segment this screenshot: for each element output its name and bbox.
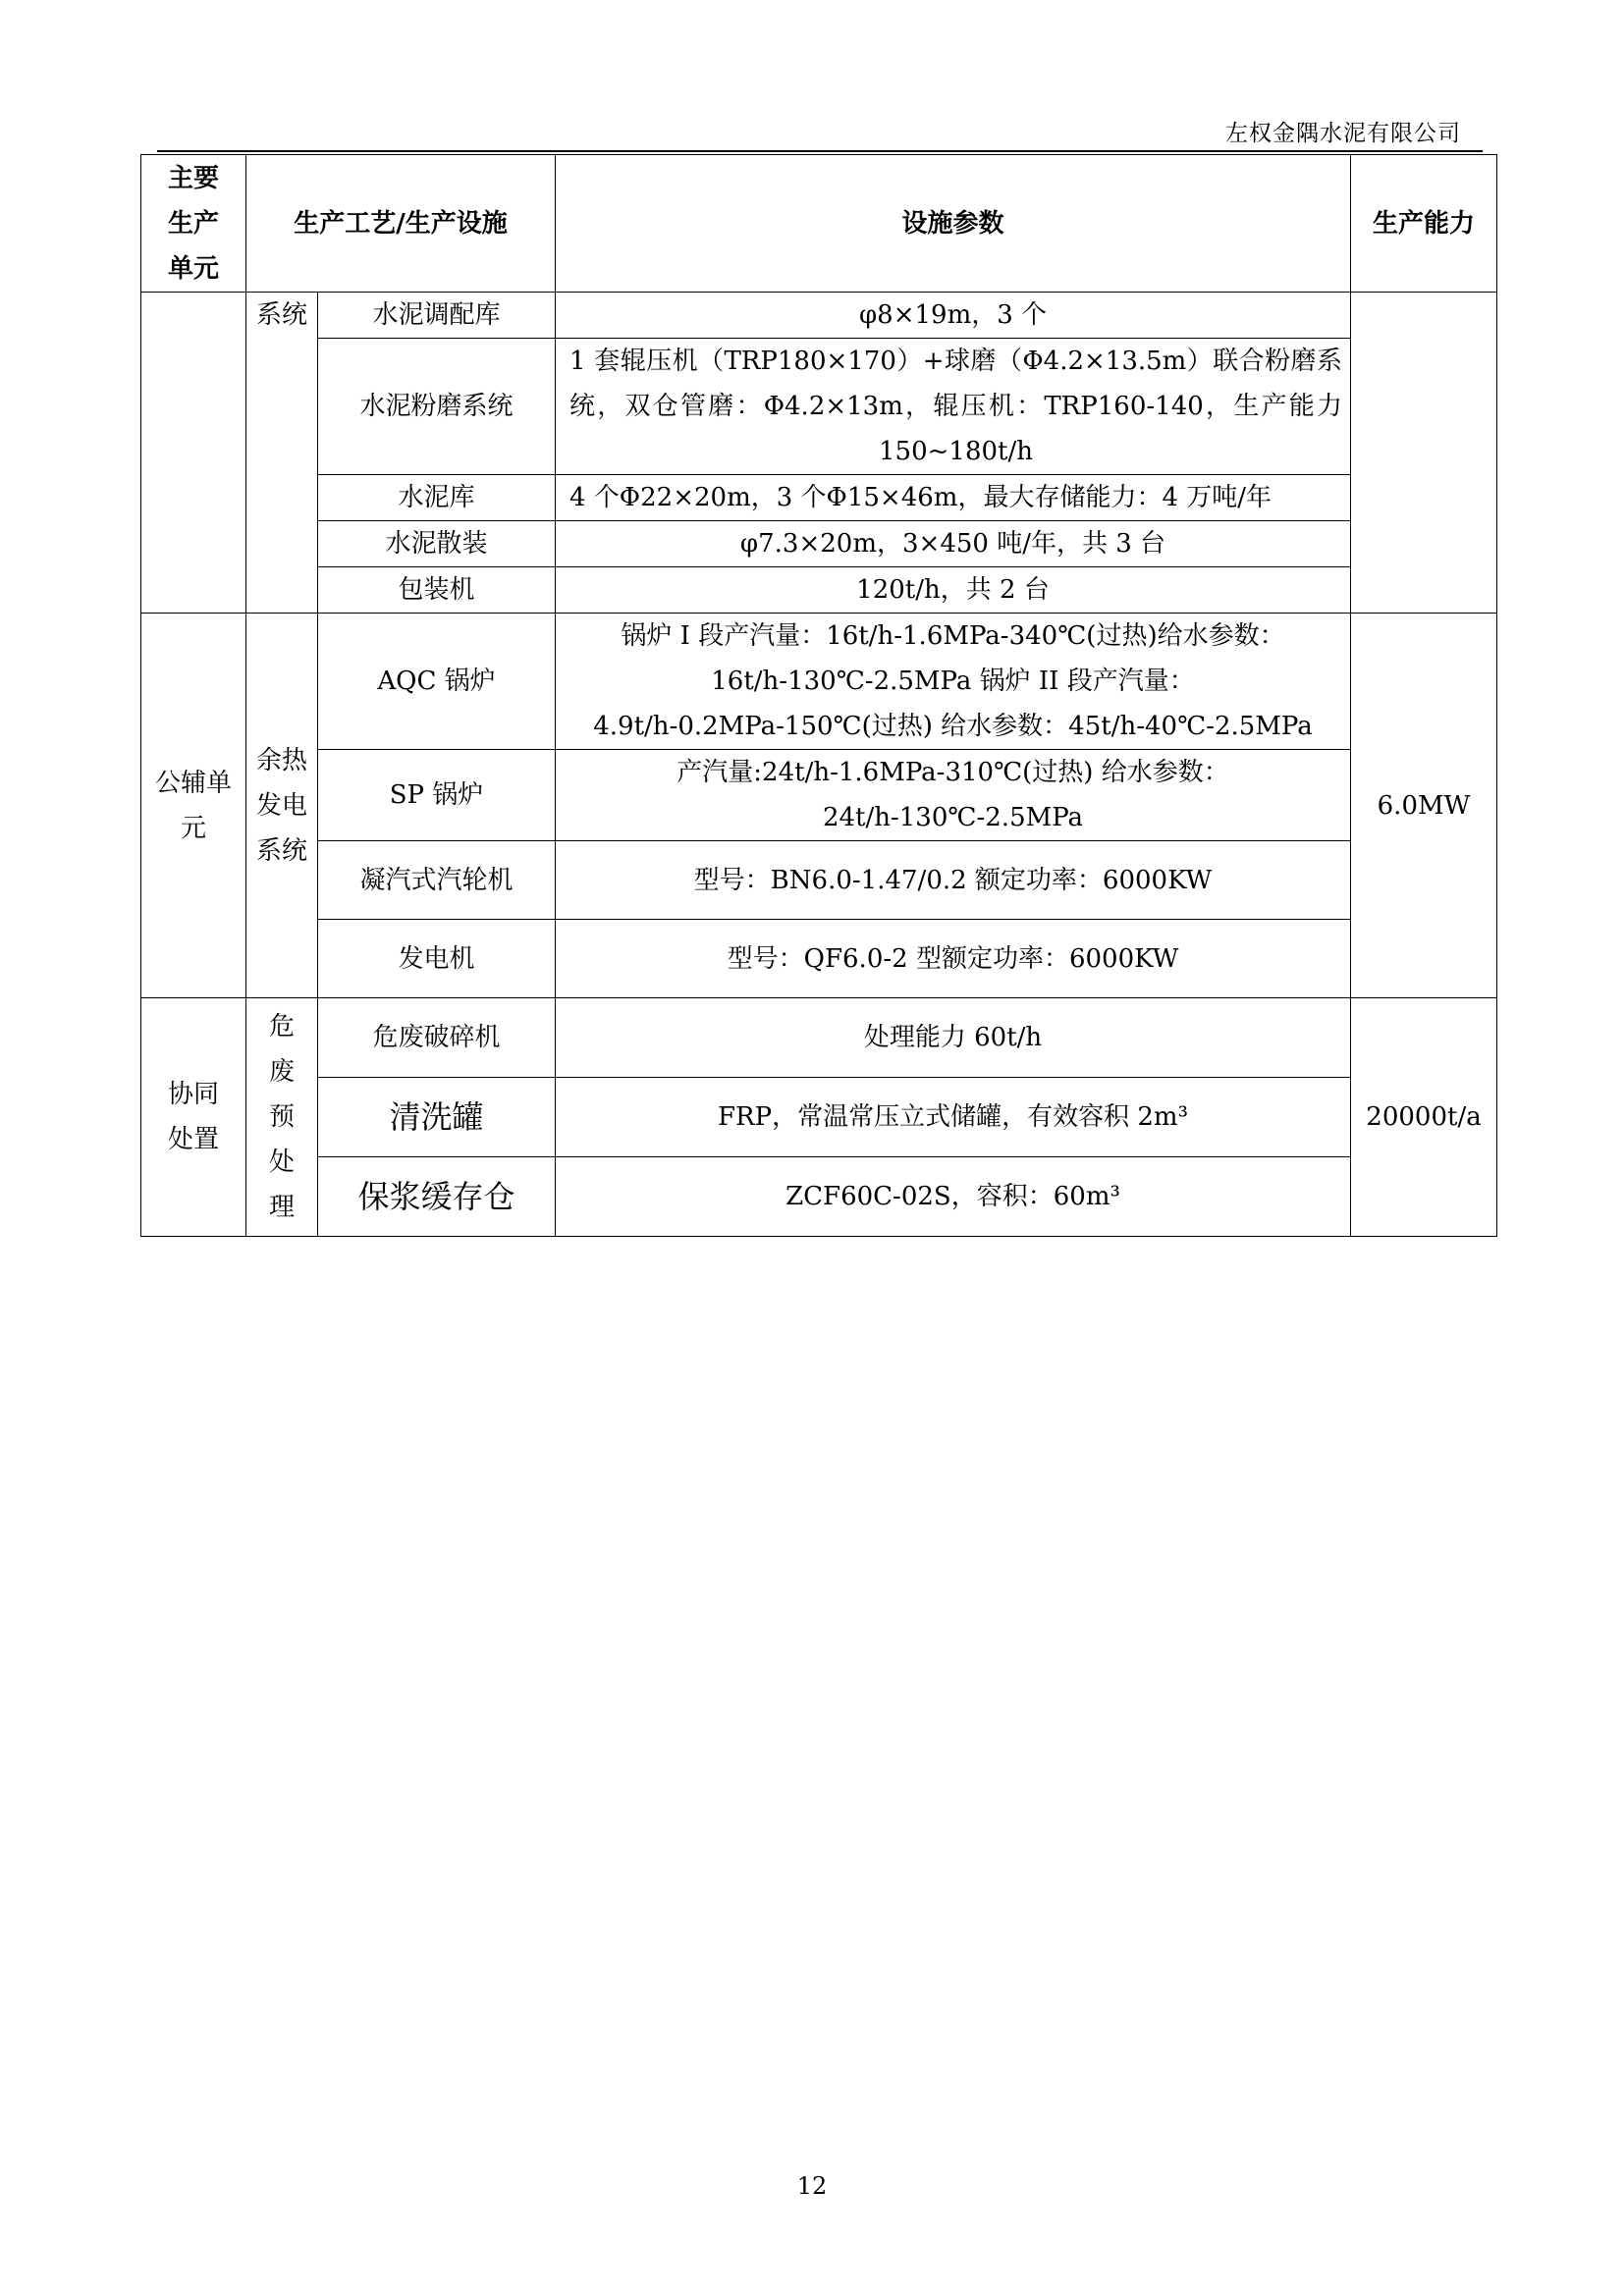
table-row: [141, 293, 1497, 339]
aux-group-cell: 余热 发电 系统: [246, 614, 318, 998]
header-process: 生产工艺/生产设施: [246, 155, 556, 293]
facility-name: 包装机: [318, 567, 556, 614]
facility-name: SP 锅炉: [318, 750, 556, 841]
facility-params: 锅炉 I 段产汽量：16t/h-1.6MPa-340℃(过热)给水参数： 16t/h-130℃-2.5MPa 锅炉 II 段产汽量： 4.9t/h-0.2MPa-150℃(过热) 给水参数：45t/h-40℃-2.5MPa: [556, 614, 1351, 750]
facility-name: 发电机: [318, 920, 556, 998]
table-row: [141, 339, 1497, 475]
facility-name: 清洗罐: [318, 1078, 556, 1157]
table-row: [141, 1157, 1497, 1237]
facility-params: FRP，常温常压立式储罐，有效容积 2m³: [556, 1078, 1351, 1157]
facility-params: 1 套辊压机（TRP180×170）+球磨（Φ4.2×13.5m）联合粉磨系统，双仓管磨：Φ4.2×13m，辊压机：TRP160-140，生产能力150~180t/h: [556, 339, 1351, 475]
header-capacity: 生产能力: [1351, 155, 1497, 293]
facility-params: φ8×19m，3 个: [556, 293, 1351, 339]
table-row: [141, 521, 1497, 567]
cement-capacity-cell: [1351, 293, 1497, 614]
page-number: 12: [796, 2172, 828, 2200]
header-company: 左权金隅水泥有限公司: [1225, 121, 1461, 146]
facility-name: 危废破碎机: [318, 998, 556, 1078]
facility-params: 型号：QF6.0-2 型额定功率：6000KW: [556, 920, 1351, 998]
facility-name: 水泥调配库: [318, 293, 556, 339]
table-row: [141, 567, 1497, 614]
aux-unit-cell: 公辅单 元: [141, 614, 246, 998]
facility-name: 水泥散装: [318, 521, 556, 567]
facility-table: [140, 154, 1497, 1237]
aux-capacity-cell: 6.0MW: [1351, 614, 1497, 998]
facility-params: 处理能力 60t/h: [556, 998, 1351, 1078]
facility-name: AQC 锅炉: [318, 614, 556, 750]
table-header-row: [141, 155, 1497, 293]
facility-params: φ7.3×20m，3×450 吨/年，共 3 台: [556, 521, 1351, 567]
cement-unit-cell: [141, 293, 246, 614]
header-rule: [157, 150, 1483, 152]
table-row: [141, 998, 1497, 1078]
header-params: 设施参数: [556, 155, 1351, 293]
facility-params: 产汽量:24t/h-1.6MPa-310℃(过热) 给水参数： 24t/h-130℃-2.5MPa: [556, 750, 1351, 841]
coop-group-cell: 危 废 预 处 理: [246, 998, 318, 1237]
coop-capacity-cell: 20000t/a: [1351, 998, 1497, 1237]
facility-name: 水泥粉磨系统: [318, 339, 556, 475]
coop-unit-cell: 协同 处置: [141, 998, 246, 1237]
facility-name: 保浆缓存仓: [318, 1157, 556, 1237]
header-unit: 主要 生产 单元: [141, 155, 246, 293]
facility-params: ZCF60C-02S，容积：60m³: [556, 1157, 1351, 1237]
facility-params: 120t/h，共 2 台: [556, 567, 1351, 614]
table-row: [141, 1078, 1497, 1157]
facility-name: 水泥库: [318, 475, 556, 521]
table-row: [141, 841, 1497, 920]
table-row: [141, 614, 1497, 750]
table-row: [141, 475, 1497, 521]
table-row: [141, 920, 1497, 998]
cement-group-cell: 系统: [246, 293, 318, 614]
table-row: [141, 750, 1497, 841]
facility-params: 4 个Φ22×20m，3 个Φ15×46m，最大存储能力：4 万吨/年: [556, 475, 1351, 521]
facility-name: 凝汽式汽轮机: [318, 841, 556, 920]
facility-params: 型号：BN6.0-1.47/0.2 额定功率：6000KW: [556, 841, 1351, 920]
